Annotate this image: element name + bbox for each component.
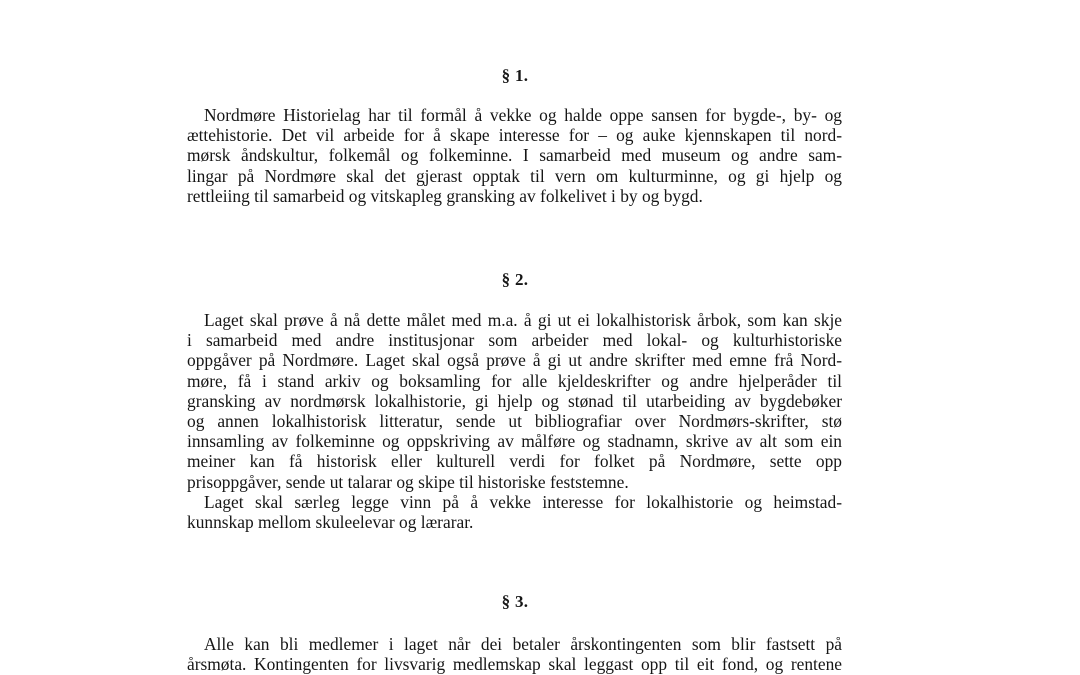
text-line: Laget skal særleg legge vinn på å vekke interesse for lokalhistorie og heimstad- [204,492,842,512]
text-line: årsmøta. Kontingenten for livsvarig medlemskap skal leggast opp til eit fond, og rentene [187,654,842,675]
text-line: i samarbeid med andre institusjonar som arbeider med lokal- og kulturhistoriske [187,330,842,351]
text-line: mørsk åndskultur, folkemål og folkeminne. I samarbeid med museum og andre sam- [187,145,842,166]
text-line: Nordmøre Historielag har til formål å vekke og halde oppe sansen for bygde-, by- og [204,105,842,125]
text-line: møre, få i stand arkiv og boksamling for alle kjeldeskrifter og andre hjelperåder til [187,370,842,391]
text-line: og annen lokalhistorisk litteratur, sende ut bibliografiar over Nordmørs-skrifter, stø [187,410,842,431]
text-line: meiner kan få historisk eller kulturell verdi for folket på Nordmøre, sette opp [187,451,842,472]
section-3-paragraph [187,634,842,674]
text-line: Alle kan bli medlemer i laget når dei betaler årskontingenten som blir fastsett på [204,634,842,654]
section-1-paragraph [187,105,842,206]
text-line: rettleiing til samarbeid og vitskapleg gransking av folkelivet i by og bygd. [187,185,703,206]
section-3-heading: § 3. [501,592,529,611]
section-2-heading: § 2. [501,270,529,289]
text-line: lingar på Nordmøre skal det gjerast opptak til vern om kulturminne, og gi hjelp og [187,165,842,186]
section-2-paragraph-2 [187,492,842,532]
text-line: oppgåver på Nordmøre. Laget skal også prøve å gi ut andre skrifter med emne frå Nord- [187,350,842,371]
text-line: ættehistorie. Det vil arbeide for å skape interesse for – og auke kjennskapen til nord- [187,125,842,146]
text-line: prisoppgåver, sende ut talarar og skipe til historiske feststemne. [187,471,629,492]
text-line: kunnskap mellom skuleelevar og lærarar. [187,512,474,533]
section-2-paragraph-1 [187,310,842,492]
text-line: gransking av nordmørsk lokalhistorie, gi hjelp og stønad til utarbeiding av bygdebøker [187,390,842,411]
section-1-heading: § 1. [501,66,529,85]
text-line: innsamling av folkeminne og oppskriving av målføre og stadnamn, skrive av alt som ein [187,431,842,452]
text-line: Laget skal prøve å nå dette målet med m.a. å gi ut ei lokalhistorisk årbok, som kan skje [204,310,842,330]
